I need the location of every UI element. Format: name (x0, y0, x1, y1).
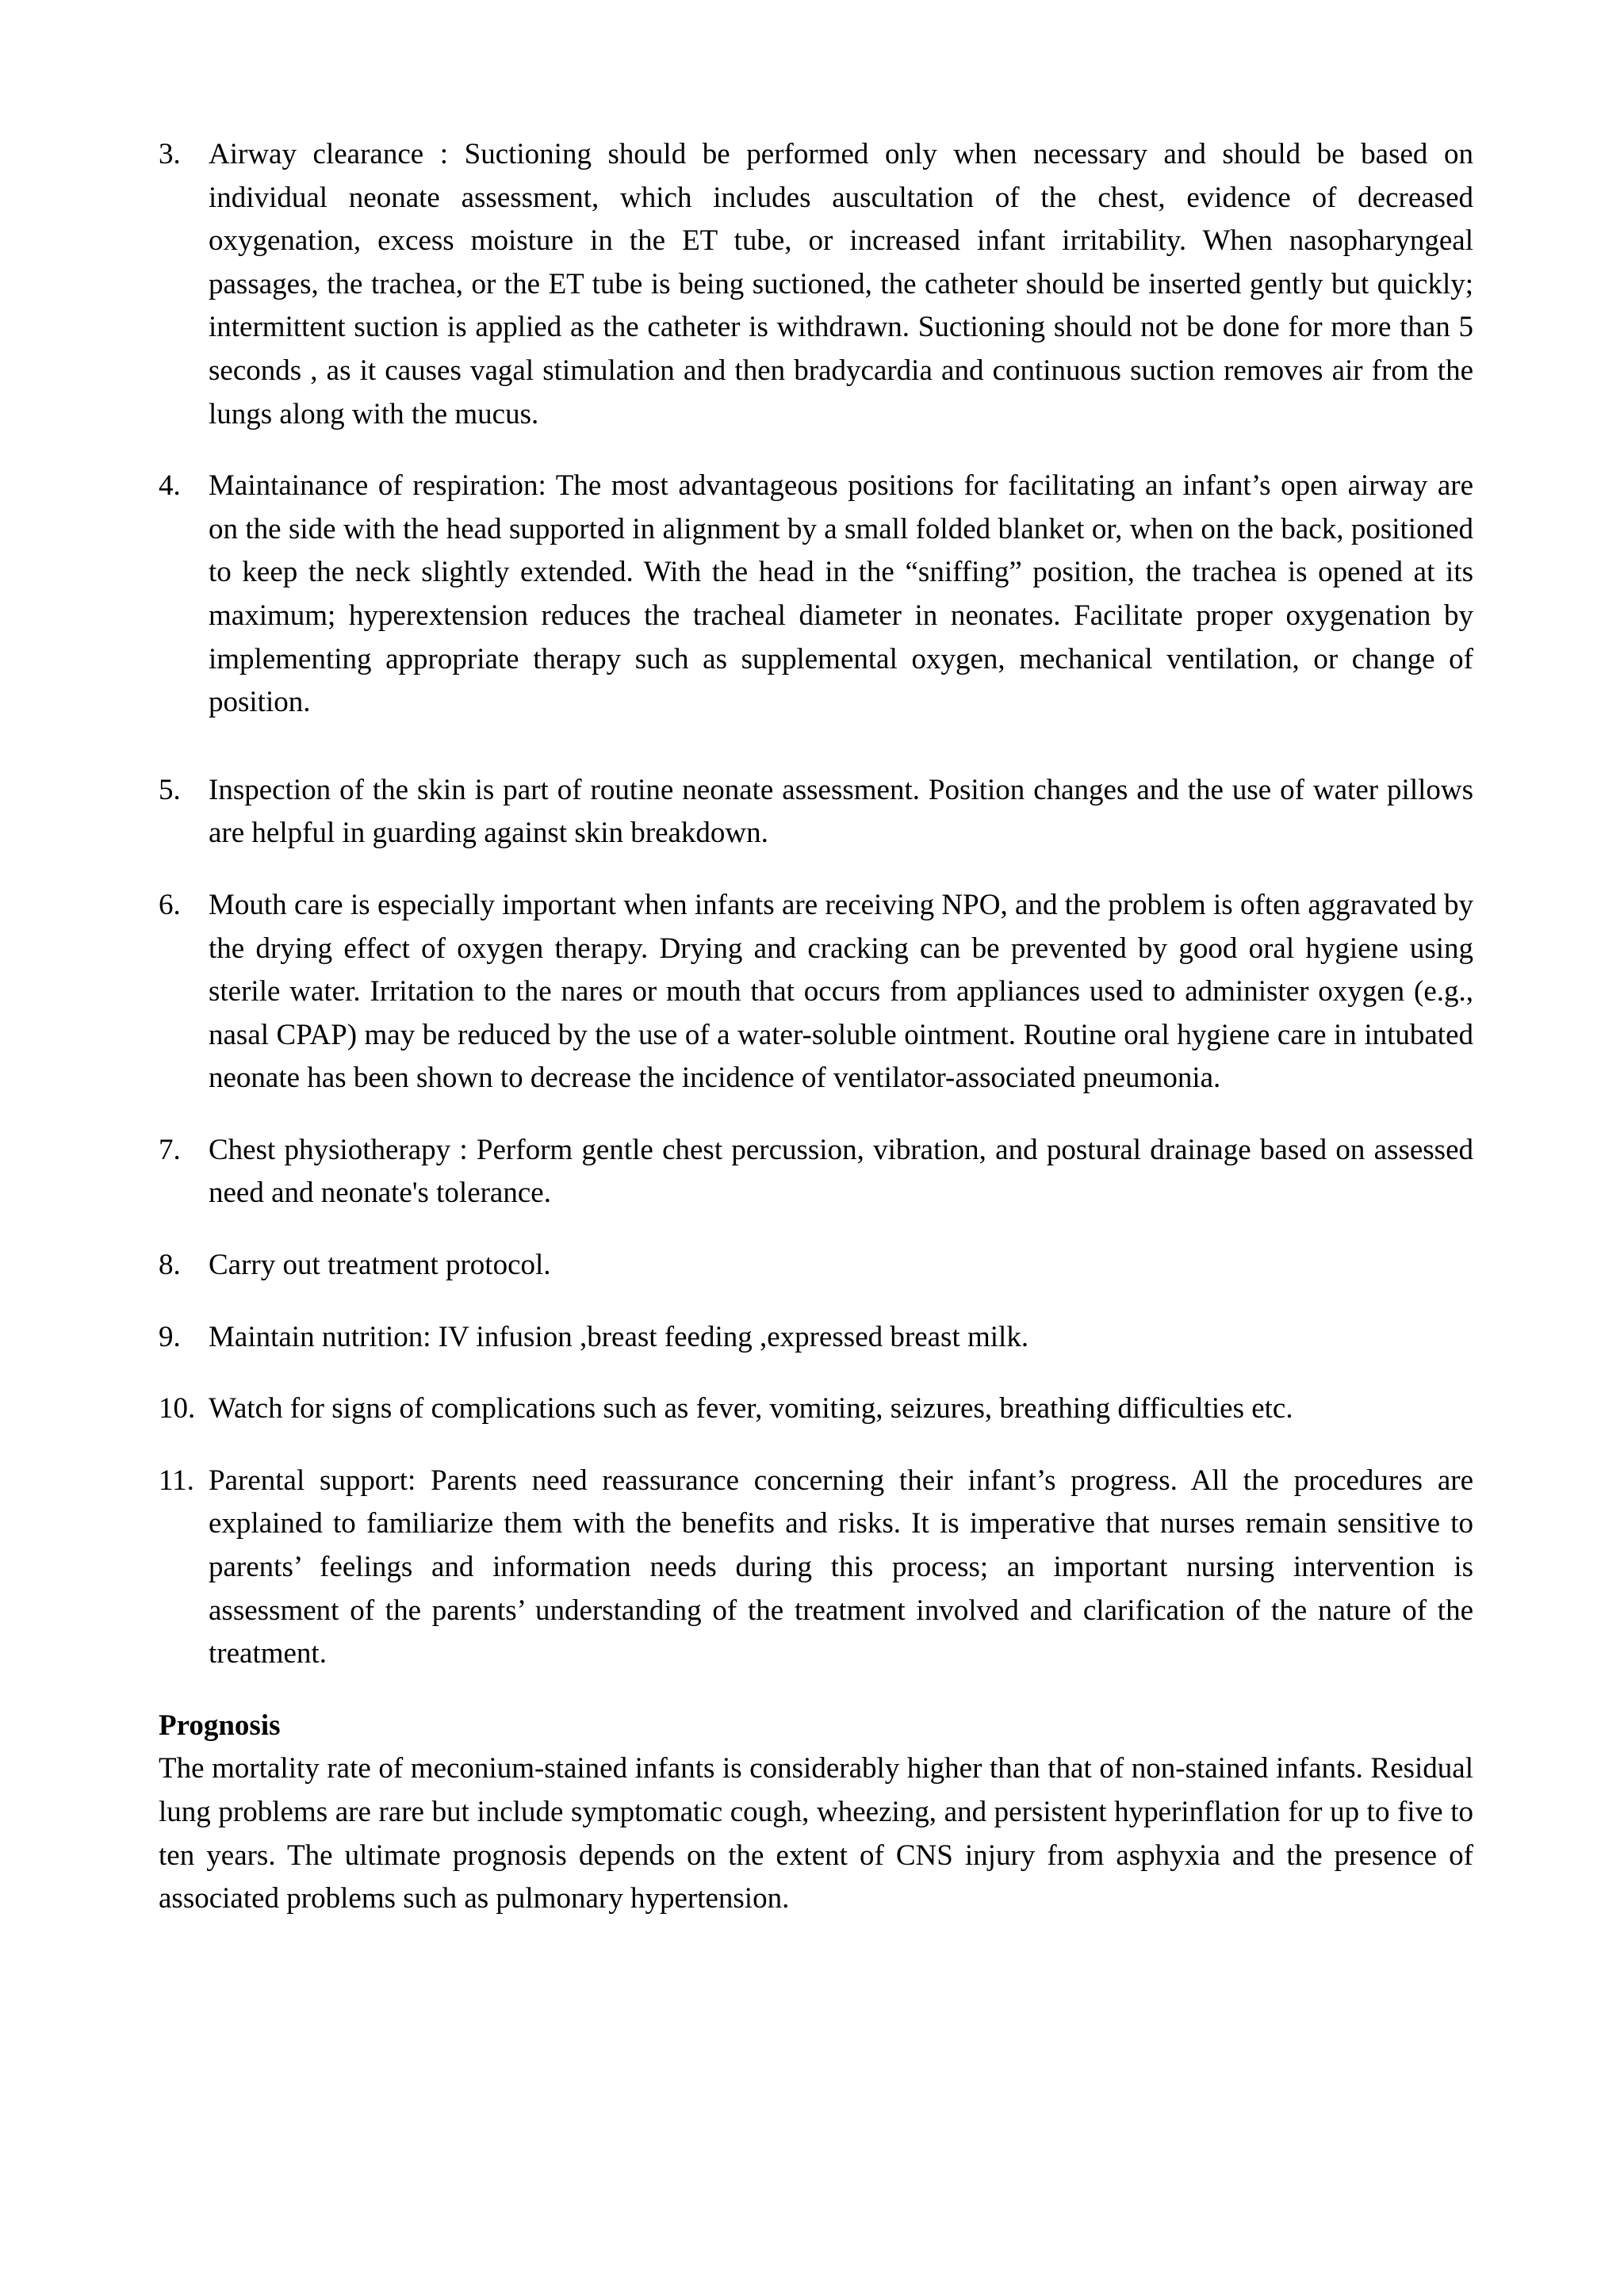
list-number: 5. (159, 773, 181, 806)
list-item-7 (159, 1129, 1473, 1215)
list-item-9 (159, 1316, 1473, 1360)
list-number: 10. (159, 1392, 196, 1425)
list-item-5 (159, 769, 1473, 855)
list-text: Mouth care is especially important when infants are receiving NPO, and the problem is often aggravated by the drying effect of oxygen therapy. Drying and cracking can be prevented by good oral hygiene using sterile water. Irritation to the nares or mouth that occurs from appliances used to administer oxygen (e.g., nasal CPAP) may be reduced by the use of a water-soluble ointment. Routine oral hygiene care in intubated neonate has been shown to decrease the incidence of ventilator-associated pneumonia. (209, 888, 1473, 1095)
list-item-4 (159, 465, 1473, 725)
list-text: Airway clearance : Suctioning should be performed only when necessary and should be based on individual neonate assessment, which includes auscultation of the chest, evidence of decreased oxygenation, excess moisture in the ET tube, or increased infant irritability. When nasopharyngeal passages, the trachea, or the ET tube is being suctioned, the catheter should be inserted gently but quickly; intermittent suction is applied as the catheter is withdrawn. Suctioning should not be done for more than 5 seconds , as it causes vagal stimulation and then bradycardia and continuous suction removes air from the lungs along with the mucus. (209, 138, 1473, 430)
list-item-8 (159, 1244, 1473, 1288)
list-number: 6. (159, 888, 181, 921)
prognosis-heading: Prognosis (159, 1709, 281, 1742)
list-number: 7. (159, 1133, 181, 1166)
list-number: 9. (159, 1320, 181, 1353)
prognosis-paragraph: The mortality rate of meconium-stained infants is considerably higher than that of non-stained infants. Residual lung problems are rare but include symptomatic cough, wheezing, and persistent hyperinflation for up to five to ten years. The ultimate prognosis depends on the extent of CNS injury from asphyxia and the presence of associated problems such as pulmonary hypertension. (159, 1752, 1473, 1915)
list-text: Maintain nutrition: IV infusion ,breast feeding ,expressed breast milk. (209, 1320, 1029, 1353)
list-item-10 (159, 1387, 1473, 1431)
list-number: 4. (159, 469, 181, 503)
list-item-11 (159, 1460, 1473, 1676)
list-item-6 (159, 884, 1473, 1100)
list-text: Chest physiotherapy : Perform gentle chest percussion, vibration, and postural drainage based on assessed need and neonate's tolerance. (209, 1133, 1473, 1210)
list-text: Inspection of the skin is part of routine neonate assessment. Position changes and the use of water pillows are helpful in guarding against skin breakdown. (209, 773, 1473, 850)
document-page (159, 133, 1473, 1921)
list-number: 3. (159, 138, 181, 170)
list-text: Parental support: Parents need reassurance concerning their infant’s progress. All the procedures are explained to familiarize them with the benefits and risks. It is imperative that nurses remain sensitive to parents’ feelings and information needs during this process; an important nursing intervention is assessment of the parents’ understanding of the treatment involved and clarification of the nature of the treatment. (209, 1464, 1473, 1670)
list-text: Carry out treatment protocol. (209, 1249, 551, 1282)
list-number: 8. (159, 1249, 181, 1282)
list-text: Watch for signs of complications such as fever, vomiting, seizures, breathing difficulties etc. (209, 1392, 1293, 1425)
list-text: Maintainance of respiration: The most advantageous positions for facilitating an infant’s open airway are on the side with the head supported in alignment by a small folded blanket or, when on the back, positioned to keep the neck slightly extended. With the head in the “sniffing” position, the trachea is opened at its maximum; hyperextension reduces the tracheal diameter in neonates. Facilitate proper oxygenation by implementing appropriate therapy such as supplemental oxygen, mechanical ventilation, or change of position. (209, 469, 1473, 719)
list-number: 11. (159, 1464, 194, 1497)
list-item-3 (159, 133, 1473, 436)
